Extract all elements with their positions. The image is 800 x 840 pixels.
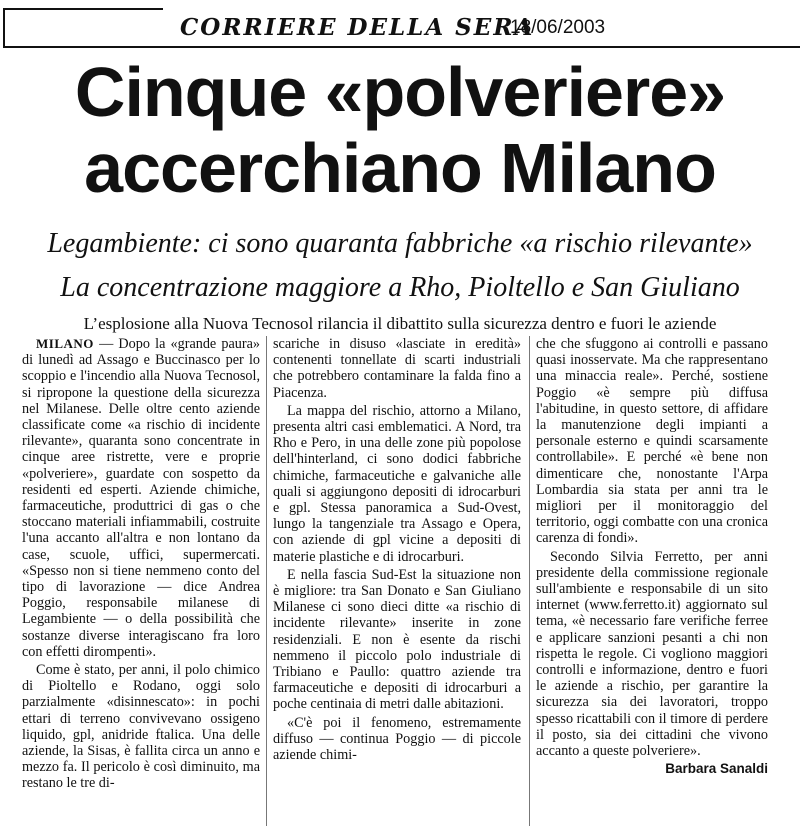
dateline: MILANO	[36, 336, 94, 351]
masthead	[0, 0, 800, 54]
paragraph-text: — Dopo la «grande paura» di lunedì ad Assago e Buccinasco per lo scoppio e l'incendio alla Nuova Tecnosol, si ripropone la questione della sicurezza nel Milanese. Delle oltre cento aziende classificate come «a rischio di incidente rilevante», quaranta sono concentrate in cinque aree ristrette, vere e proprie «polveriere», guardate con sospetto da residenti ed esperti. Aziende chimiche, farmaceutiche, produttrici di gas o che stoccano materiali infiammabili, costruite l'una accanto all'altra e non lontano da case, scuole, uffici, supermercati. «Spesso non si tiene nemmeno conto del tipo di lavorazione — dice Andrea Poggio, responsabile milanese di Legambiente — o della possibilità che sostanze diverse interagiscano fra loro con effetti dirompenti».	[22, 336, 260, 660]
publication-date: 18/06/2003	[510, 17, 606, 38]
byline: Barbara Sanaldi	[665, 761, 768, 777]
column-divider	[266, 336, 267, 826]
article-column-2	[273, 336, 521, 765]
subhead-2: La concentrazione maggiore a Rho, Pioltello e San Giuliano	[60, 272, 740, 303]
article-paragraph: Secondo Silvia Ferretto, per anni presidente della commissione regionale sull'ambiente e responsabile di un sito internet (www.ferretto.it) aggiornato sul tema, «è necessario fare verifiche ferree e applicare sanzioni pesanti a chi non rispetta le regole. Ci vogliono maggiori controlli e informazione, dentro e fuori le aziende a rischio, per garantire la sicurezza sia dei lavoratori, troppo spesso ricattabili con il timore di perdere il posto, sia dei cittadini che vivono accanto a queste polveriere».	[536, 548, 768, 760]
headline	[0, 54, 800, 206]
article-column-1	[22, 336, 260, 794]
article-paragraph: che che sfuggono ai controlli e passano quasi inosservate. Ma che rappresentano una minaccia reale». Perché, sostiene Poggio «è sempre più diffusa l'abitudine, in questo settore, di affidare la manutenzione degli impianti a personale esterno e quindi scarsamente controllabile». E perché «è bene non dimenticare che, nonostante l'Arpa Lombardia sia stata per anni tra le migliori per il monitoraggio del territorio, oggi combatte con una cronica carenza di fondi».	[536, 336, 768, 547]
headline-line-1: Cinque «polveriere»	[74, 53, 726, 131]
article-paragraph	[22, 336, 260, 660]
newspaper-name: CORRIERE DELLA SERA	[180, 14, 535, 41]
summary-line: L’esplosione alla Nuova Tecnosol rilancia il dibattito sulla sicurezza dentro e fuori le aziende	[83, 314, 717, 333]
article-paragraph: Come è stato, per anni, il polo chimico di Pioltello e Rodano, oggi solo parzialmente «disinnescato»: in pochi ettari di terreno convivevano ossigeno liquido, gpl, anidride ftalica. Una delle aziende, la Sisas, è fallita circa un anno e mezzo fa. Il pericolo è così diminuito, ma restano le tre di-	[22, 662, 260, 792]
masthead-rule-top	[3, 8, 163, 10]
article-paragraph: scariche in disuso «lasciate in eredità» contenenti tonnellate di scarti industriali che potrebbero contaminare la falda fino a Piacenza.	[273, 336, 521, 401]
article-paragraph: E nella fascia Sud-Est la situazione non è migliore: tra San Donato e San Giuliano Milanese ci sono dieci ditte «a rischio di incidente rilevante» inserite in zone residenziali. E non è esente da rischi nemmeno il piccolo polo industriale di Tribiano e Paullo: quattro aziende tra farmaceutiche e depositi di idrocarburi a poche centinaia di metri dalle abitazioni.	[273, 566, 521, 713]
masthead-rule-bottom	[3, 46, 800, 48]
headline-line-2: accerchiano Milano	[84, 129, 716, 207]
article-paragraph: La mappa del rischio, attorno a Milano, presenta altri casi emblematici. A Nord, tra Rho e Pero, in una delle zone più popolose dell'hinterland, ci sono dodici fabbriche chimiche, farmaceutiche e galvaniche alle quali si aggiungono depositi di idrocarburi e gpl. Stessa panoramica a Sud-Ovest, lungo la tangenziale tra Assago e Opera, con aziende di gpl vicine a depositi di materie plastiche e di idrocarburi.	[273, 402, 521, 565]
column-divider	[529, 336, 530, 826]
article-column-3	[536, 336, 768, 779]
article-paragraph: «C'è poi il fenomeno, estremamente diffuso — continua Poggio — di piccole aziende chimi-	[273, 714, 521, 764]
masthead-rule-left	[3, 8, 5, 48]
subhead-1: Legambiente: ci sono quaranta fabbriche «a rischio rilevante»	[47, 228, 753, 259]
